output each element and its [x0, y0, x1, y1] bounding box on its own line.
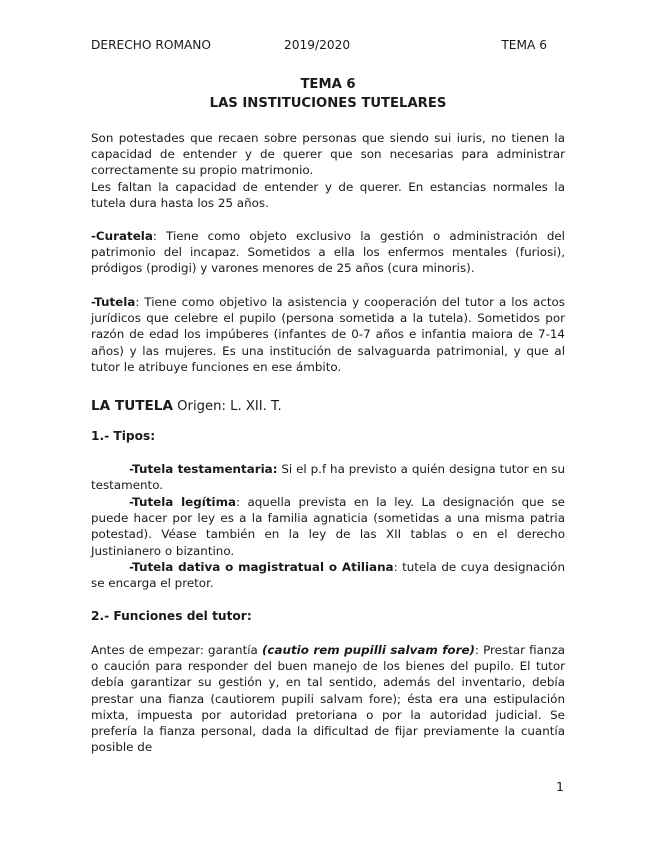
tipo-item [91, 559, 565, 591]
tipo-text: : tutela de cuya designación se encarga el pretor. [91, 560, 565, 591]
tipo-term: -Tutela legítima [129, 495, 237, 509]
curatela-paragraph [91, 228, 565, 277]
header-year: 2019/2020 [284, 38, 351, 52]
curatela-term: -Curatela [91, 229, 153, 243]
header-course: DERECHO ROMANO [91, 38, 212, 52]
tipo-text: Si el p.f ha previsto a quién designa tutor en su testamento. [91, 462, 565, 493]
tipo-text: : aquella prevista en la ley. La designación que se puede hacer por ley es a la familia agnaticia (sometidas a una misma patria potestad). Véase también en la ley de las XII tablas o en el derecho Justinianero o bizantino. [91, 495, 565, 558]
intro-paragraph-1: Son potestades que recaen sobre personas que siendo sui iuris, no tienen la capacidad de entender y de querer que son necesarias para administrar correctamente su propio matrimonio. [91, 131, 565, 178]
section-1-heading: 1.- Tipos: [91, 429, 156, 443]
page-header [91, 38, 547, 56]
document-title: LAS INSTITUCIONES TUTELARES [209, 96, 447, 111]
tutela-paragraph [91, 294, 565, 375]
tipo-item [91, 494, 565, 559]
funciones-intro: Antes de empezar: garantía [91, 643, 262, 657]
document-title-number: TEMA 6 [300, 77, 356, 92]
page-number: 1 [556, 779, 564, 794]
funciones-paragraph [91, 642, 565, 755]
curatela-text: : Tiene como objeto exclusivo la gestión o administración del patrimonio del incapaz. Sometidos a ella los enfermos mentales (furiosi), pródigos (prodigi) y varones menores de 25 años (cura minoris). [91, 229, 565, 276]
tutela-text: : Tiene como objetivo la asistencia y cooperación del tutor a los actos jurídicos que celebre el pupilo (persona sometida a la tutela). Sometidos por razón de edad los impúberes (infantes de 0-7 años e infantia maiora de 7-14 años) y las mujeres. Es una institución de salvaguarda patrimonial, y que al tutor le atribuye funciones en ese ámbito. [91, 295, 565, 374]
funciones-text: : Prestar fianza o caución para responder del buen manejo de los bienes del pupilo. El tutor debía garantizar su gestión y, en tal sentido, además del inventario, debía prestar una fianza (cautiorem pupili salvam fore); ésta era una estipulación mixta, impuesta por autoridad pretoriana o por la autoridad judicial. Se prefería la fianza personal, dada la dificultad de fijar previamente la cuantía posible de [91, 643, 565, 755]
la-tutela-heading [91, 395, 282, 414]
intro-paragraph-2: Les faltan la capacidad de entender y de querer. En estancias normales la tutela dura hasta los 25 años. [91, 180, 565, 211]
tipo-item [91, 461, 565, 493]
la-tutela-origin: Origen: L. XII. T. [172, 399, 282, 414]
funciones-latin-term: (cautio rem pupilli salvam fore) [261, 643, 475, 657]
header-topic: TEMA 6 [501, 38, 547, 52]
tipo-term: -Tutela dativa o magistratual o Atiliana [129, 560, 394, 574]
section-2-heading: 2.- Funciones del tutor: [91, 609, 252, 623]
tutela-term: -Tutela [91, 295, 136, 309]
la-tutela-title: LA TUTELA [91, 398, 173, 414]
tipo-term: -Tutela testamentaria: [129, 462, 278, 476]
